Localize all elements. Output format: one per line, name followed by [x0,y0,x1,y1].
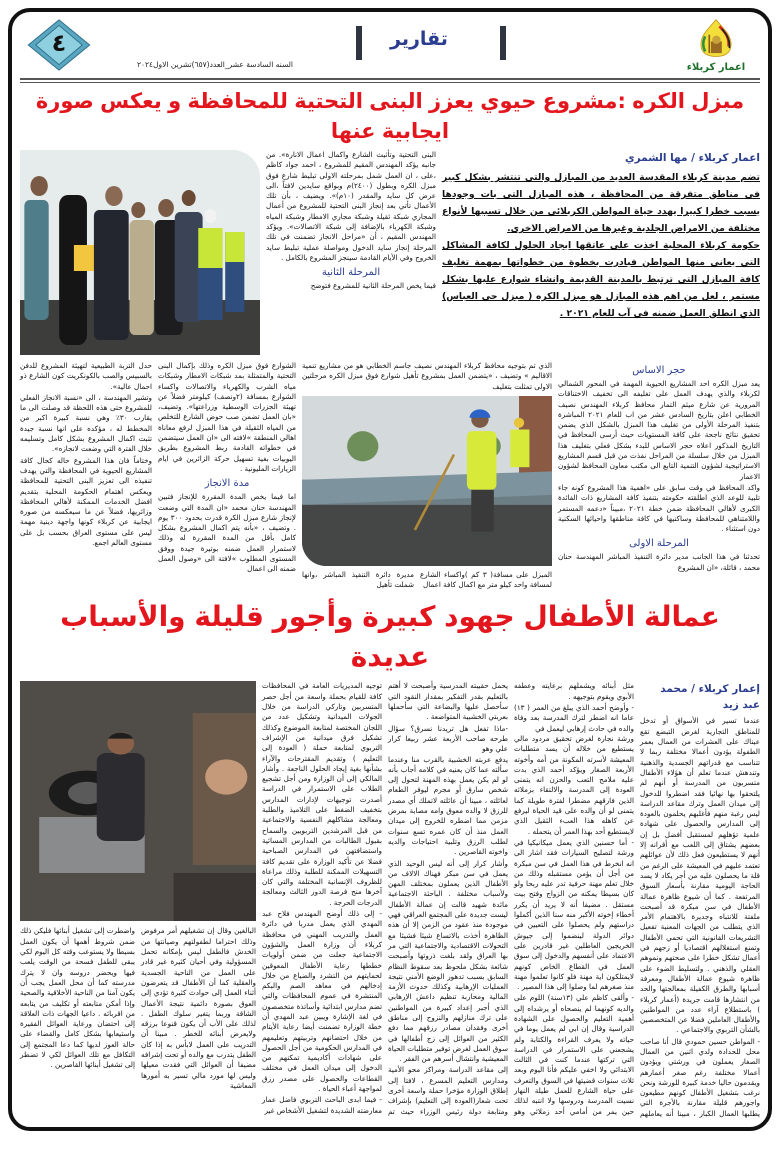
intro-paragraph: تضم مدينة كربلاء المقدسة العديد من المبازل والتي تنتشر بشكل كبير في مناطق متفرقة من المحافظة ، هذه المبازل التي بات وجودها يسبب خطرا كبيرا يهدد حياة المواطن الكربلائي من خلال تسببها لأنواع مختلفة من الامراض الجلدية وغيرها من الامراض الاخرى. [442,172,760,234]
section-divider-bar [356,26,362,60]
top-article-lower-row [20,361,760,591]
paragraph: يدفع عربته الخشبية بالقرب منا وعندما سألته عما كان يعنيه في كلامه أجاب بأنه لو لم يكن يعمل بهذه المهنة لتحول إلى شخص سارق أو مجرم ليوفر الطعام لعائلته ، مبينا أن عائلته لاتملك أي مصدر للرزق لا والده معوق وامه مصابة بمرض مزمن مما اضطره للخروج إلى ميدان العمل منذ أن كان عمره تسع سنوات لطلب الرزق وتلبية احتياجات والديه واخوته القاصرين . [388,754,508,857]
subheading: حجر الاساس [632,365,686,376]
paragraph: واضطرت إلى تشغيل أبنائها فليكن ذلك ضمن شروط أهمها أن يكون العمل بسيطا ولا يستوعب وقته كل اليوم لكي يبقى للطفل فسحة من الوقت يلعب فيها ويحضر دروسه وان لا يترك مدرسته كما أن محل العمل يجب أن يكون آمنا من الناحية الأخلاقية والصحية وإذا أمكن متابعته أو تكليف من يتابعه من اقربائه . داعيا الجهات ذات العلاقة إلى احتضان ورعاية العوائل الفقيرة واستيعابها بشكل كامل والقضاء على حالة العوز لديها كما دعا المجتمع إلى التكافل مع تلك العوائل لكي لا تضطر إلى تشغيل أبنائها القاصرين . [20,926,135,1070]
column-bottom-3 [388,755,508,1065]
road-worker-illustration [302,396,552,566]
page-number-badge [26,18,92,72]
paragraph: إلى مقاعد الدراسة ومراكز محو الأمية ومدارس التعليم المسرع ، لافتا إلى إطلاق الوزارة مؤخرا حملة واسعة أخرى تحت شعار(العودة إلى التعليم) بإشراف ومتابعة دولة رئيس الوزراء حيث تم توجيه المديريات العامة في المحافظات كافة للقيام بحملة واسعة من أجل حصر المتسربين وتاركي الدراسة من خلال الجولات الميدانية وتشكيل عدد من اللجان المختصة لمتابعة الموضوع وكذلك تشكيل فرق ميدانية من الإشراف التربوي لمتابعة حملة ( العودة إلى التعليم ) وتقديم المقترحات والآراء بشأنها بغية إيجاد الحلول الناجعة . وأشار المالكي إلى أن الوزارة ومن أجل تشجيع الطلاب على الاستمرار في الدراسة أصدرت توجيهات لإدارات المدارس بتخفيف الضغط على التلاميذ والطلبة ومعالجة مشاكلهم النفسية والاجتماعية من قبل المرشدين التربويين والسماح بقبول الطالبات من المدارس المسائية واستضافتهن في المدارس الصباحية فضلا عن تأكيد الوزارة على تقديم كافة التسهيلات الممكنة للطلبة وذلك مراعاة للظروف الإنسانية المختلفة والتي كان آخرها منح فرصة الدور الثالث ومعالجة الدرجات الحرجة . [262,681,508,1116]
column-left-caption [302,570,414,592]
top-headline: مبزل الكره :مشروع حيوي يعزز البنى التحتية للمحافظة و يعكس صورة ايجابية عنها [35,89,745,143]
issue-info: السنه السادسة عشر_العدد(٦٥٧)تشرين الاول٢٠٢٤ [136,60,294,69]
paragraph: يعد مبزل الكره احد المشاريع الحيوية المهمة في المحور الشمالي لكربلاء والذي يهدف العمل على تغليفه الى تخفيف الاختناقات المرورية عن شارع ميثم التمار محافظ كربلاء المهندس نصيف الخطابي اعلن بتاريخ السادس عشر من اب للعام ٢٠٢١ المباشرة بتنفيذ المرحلة الأولى من تغليف هذا المبزل بالشكل الذي يضمن تحقيق نتائج ناجحة على كافة المستويات حيث أرسى المحافظ في التاريخ المذكور اعلاه حجر الاساس للبدء بشكل فعلي بتغليف هذا المبزل من خلال سلسلة من المراحل نفذت من قبل قسم المشاريع الاستراتيجية لشؤون التنمية التابع الى مكتب معاون المحافظ لشؤون الاعمار [558,379,760,481]
paragraph: عندما تسير في الأسواق أو تدخل للمناطق التجارية لغرض التبضع تقع عيناك على العشرات من العمال بعمر الطفولة يؤدون أعمالا مختلفة ربما لا تتناسب مع قدراتهم الجسدية والذهنية وتندهش عندما تعلم أن هؤلاء الأطفال متسربون من المدرسة أو أنهم لم يلتحقوا بها نهائيا فقد اضطروا للدخول إلى ميدان العمل وترك مقاعد الدراسة ليس رغبة منهم فأغلبهم يحلمون بالعودة إلى المدارس والحصول على شهادة علمية تؤهلهم لمستقبل أفضل بل إن بعضهم يشتاق إلى اللعب مع أقرانه إلا أنهم لا يستطيعون فعل ذلك لأن عوائلهم تعتمد عليهم في المعيشة على الرغم من قلة ما يحصلون عليه من أجر يكاد لا يسد الحاجة اليومية مقارنة بأسعار السوق المرتفعة . كما أن شيوع ظاهرة عمالة الأطفال في سن مبكرة قد أصبحت ملفتة للانتباه وجديرة بالاهتمام الأمر الذي يتطلب من الجهات المعنية تفعيل التشريعات القانونية التي تحمي الأطفال وتمنع استغلالهم اقتصاديا أو زجهم في أعمال تشكل خطرا على صحتهم ونموهم العقلي والذهني . ولتسليط الضوء على ظاهرة شيوع عمالة الأطفال ومعرفة أسبابها والطرق الكفيلة بمعالجتها والحد من انتشارها قامت جريدة (أعمار كربلاء ) باستطلاع آراء عدد من المواطنين والأطفال العاملين فضلا عن المتخصصين بالشأن التربوي والاجتماعي . [640,716,760,1035]
paragraph: - وأوضح أحمد الذي يبلغ من العمر ( ١٣) عاما انه اضطر لترك المدرسة بعد وفاة والده في حادث إرهابي ليعمل في [514,703,634,733]
bottom-headline: عمالة الأطفال جهود كبيرة وأجور قليلة والأسباب عديدة [60,600,720,674]
top-intro [442,169,760,322]
photo-caption-row [302,570,552,592]
header-rule [20,78,760,80]
bottom-article-row [20,681,760,1119]
paragraph: - إلى ذلك أوضح المهندس فلاح عبد المهدي الذي يعمل مدربا في دائرة العمل والتدريب المهني في محافظة كربلاء أن وزارة العمل والشؤون الاجتماعية جعلت من ضمن أولويات خططها رعاية الأطفال المعوقين لحمايتهم من التشرد والضياع من خلال إدخالهم في معاهد الصم والبكم المنتشرة في عموم المحافظات والتي تضم مدارس ابتدائية وأساتذة متخصصون في لغة الإشارة ويبين عبد المهدي أن خطة الوزارة تضمنت أيضا رعاية الأيتام من خلال احتضانهم وتربيتهم وتعليمهم في المدارس الحكومية من أجل الحصول على شهادات أكاديمية تمكنهم من الدخول إلى ميدان العمل في مختلف القطاعات والحصول على مصدر رزق لمواجهة أعباء الحياة . [262,909,382,1094]
paragraph: اما فيما يخص المدة المقررة للإنجاز فتبين المهندسة حنان محمد «ان المدة التي وضعت لإنجاز شارع مبزل الكرة قدرت بحدود ٣٠٠ يوم . وتضيف ، «بأنه يتم اكمال المشروع بشكل كامل بأقل من المدة المقررة له وذلك لاستمرار العمل ضمنه بوتيرة جيدة ووفق المستوى المطلوب »لافتة الى «وصول العمل ضمنه الى اعمال [158,492,296,574]
logo-text: اعمار كربلاء [686,62,746,73]
paragraph: فيما يخص المرحلة الثانية للمشروع فتوضح [310,281,436,291]
subheading: المرحلة الثانية [321,267,381,279]
paragraph: - وألقى كاظم علي (١٣سنة) اللوم على والديه كونهما لم ينصحاه أو يرشداه إلى أهمية التعليم والحصول على الشهادة الدراسية وقال إن ابي لم يعمل يوما في حياته ولا يعرف القراءة والكتابة ولم يشجعني على الاستمرار في الدراسة التي تركتها عندما كنت في الثالث الابتدائي ولا اخفي عليكم فأنا اليوم وبعد ثلاث سنوات قضيتها في السوق والتعرف على حياة الشارع للعمل طيلة النهار نسيت المدرسة ودروسها ولا انتبه لذلك حين يمر من أمامي أحد زملائي وهو يحمل حقيبته المدرسية وأصبحت لا أهتم بالتعليم بقدر التفكير بمقدار النقود التي سأحصل عليها والبضاعة التي سأحملها بعربتي الخشبية المتواضعة . [388,681,634,1116]
column-center-left [158,361,296,576]
intro-paragraph: حكومة كربلاء المحلية اخذت على عاتقها ايجاد الحلول لكافة المشاكل التي يعاني منها المواطن فبادرت بخطوة من خطواتها بمهمة تغليف كافة المبازل التي ترتبط بالمدينة القديمة وانشاء شوارع عليها بشكل مستمر ، لعل من اهم هذه المبازل هو مبزل الكره ( مبزل حي العباس) الذي انطلق العمل ضمنه في آب للعام ٢٠٢١ . [442,240,760,319]
column-far-left [20,361,152,549]
road-paving-photo [302,396,552,566]
column-bottom-6 [20,926,135,1070]
column-middle-top [302,361,552,392]
bottom-left-block [20,681,256,1091]
paragraph: البالغين وقال إن تشغيلهم أمر مرفوض وذلك احتراما لطفولتهم وصيانتها من الخدش فالطفل ليس بإمكانه تحمل المسؤولية وفي أحيان كثيرة غير قادر على العمل من الناحية الجسدية والعقلية كما أن الأطفال قد يتعرضون أثناء العمل إلى حوادث كثيرة تؤدي إلى العوق بصورة دائمية نتيجة الأعمال الشاقة وربما يتغير سلوك الطفل . لذلك على الأب أن يكون قنوعا برزقه ولايعرض أبنائه للخطر . مبينا أن التدريب على العمل لابأس به إذا كان الطفل يتدرب مع والده أو تحت إشرافه مضيفا أن العوائل التي فقدت معيلها وليس لها مورد مالي تسير به أمورها المعاشية [141,926,256,1090]
child-worker-illustration [20,681,256,921]
paragraph: مديرة دائرة التنفيذ المباشر ،وانها شملت تأهيل [302,569,414,590]
masthead [20,18,760,76]
under-photo-columns [20,926,256,1091]
top-middle-block [302,361,552,591]
paragraph: -ماذا تفعل هل تريدنا نسرق؟ سؤال طرحه صاحب الأربعة عشر ربيعا كرار علي وهو [388,723,508,754]
paragraph: واكد المحافظ في وقت سابق على «اهمية هذا المشروع كونه جاء تلبية للوعد الذي اطلقته حكومته بتنفيذ كافة المشاريع ذات الفائدة الكبرى لأهالي المحافظة ضمن خطة ٢٠٢١ ،مبيناً «دعمه المستمر واللامتناهي للمحافظة وساكنيها في كافة مناطقها واحيائها السكنية دون استثناء . [558,482,760,534]
paragraph: البنى التحتية وتأثيث الشارع واكمال اعمال الانارة». من جانبه يؤكد المهندس المقيم للمشروع ، احمد جواد كاظم ،على ، ان العمل شمل بمرحلته الاولى تبليط شارع فوق مبزل الكره وبطول (٢٤٠٠)م وبواقع سايدين لافتاً ،الى عرض كل سايد والمقدر (١٠م)». ويضيف ، بأن تلك الأعمال تأتي بعد إنجاز البنى التحتية للمشروع من أعمال المجاري شبكة ثقيلة وشبكة مجاري الامطار وشبكة المياه وشبكة الكهرباء بالإضافة إلى شبكة الاتصالات». ويؤكد المهندس المقيم ، أن «مراحل الانجاز تضمنت في تلك المرحلة إنجاز سايد الدخول ومواصلة عملية تبليط سايد الخروج وفي الأيام القادمة سينجز المشروع بالكامل . [266,150,436,262]
paragraph: - المواطن حسين حمودي قال أنا صاحب محل للحدادة ولدي اثنين من العمال الصغار يعملون في ورشتي ويؤدون أعمالا مختلفة رغم صغر أعمارهم ويقدمون حاليا خدمة كبيرة للورشة ونحن نرغب بتشغيل الأطفال كونهم مطيعون واجورهم قليلة مقارنة بالأجرة التي يطلبها العمال الكبار ، مبينا أنه يعاملهم مثل أبنائه ويشملهم برعايته وعطفه الأبوي ويقوم بتوجيهه . [514,681,760,1118]
column-right [558,361,760,574]
people-group-illustration [20,150,260,355]
paragraph: وختاماً فان هذا المشروع حاله كحال كافة المشاريع الحيوية في المحافظة والتي يهدف تنفيذه الى تعزيز البنى التحتية للمحافظة ويعكس اهتمام الحكومة المحلية بتقديم افضل الخدمات الممكنة لأهالي المحافظة وزائريها، فضلاً عن ما سيعكسه من صورة ايجابية عن كربلاء كونها واجهة دينية مهمة ليس على مستوى العراق بحسب بل على مستوى العالم اجمع. [20,455,152,548]
bottom-byline: إعمار كربلاء / محمد عبد زيد [660,683,760,712]
paragraph: تحدثنا في هذا الجانب مدير دائرة التنفيذ المباشر المهندسة حنان محمد ، قائلة، «ان المشروع [558,552,760,572]
paragraph: حدل التربة الطبيعية لتهيئة المشروع للدفن بالسبيس والصب بالكونكريت كون الشارع ذو احمال عالية». [20,361,152,391]
newspaper-logo [676,18,756,64]
subheading: مدة الانجاز [204,478,250,490]
paragraph: - أما حسنين الذي يعمل ميكانيكيا في ورشة لتصليح السيارات فقد اشار الى انه انخرط في هذا العمل في سن مبكرة من أجل أن يؤمن مستقبله وذلك من خلال تعلم مهنة حرفية تدر عليه ربحا ولو كان بسيطا يمكنه من الزواج وفتح بيت مستقل . مضيفا أنه لا يريد أن يكرر أخطاء إخوته الأكبر منه سنا الذين أكملوا دراستهم ولم يحصلوا على التعيين في دوائر الدولة لينضموا إلى جيوش الخريجين العاطلين غير قادرين على الاعتماد على أنفسهم والدخول إلى سوق العمل في القطاع الخاص كونهم لايمتلكون اية مهنة فلو كانوا تعلموا مهنة منذ صغرهم لما وصلوا إلى هذا المصير . [514,837,634,992]
column-bottom-5 [141,926,256,1091]
section-title: تقارير [390,28,448,50]
paragraph: وتشير المهندسة ، الى «نسبة الانجاز الفعلي للمشروع حتى هذه اللحظة قد وصلت الى ما يقارب ٣٠٪ وهي نسبة كبيرة اكبر من المخطط له ، مؤكده على انها نسبة جيدة تثبت اكمال المشروع بشكل كامل وتسليمه خلال الفترة التي وضعت لانجازه». [20,392,152,454]
column-left-top [266,150,436,293]
paragraph: ورشة نجارة لغرض تحقيق مردود مالي يستطيع من خلاله أن يسد متطلبات المعيشة لأسرته المكونة من أمه وأخوته الأربعة الصغار ويؤكد أحمد الذي بدت عليه ملامح التعب والحزن انه يتمنى العودة إلى المدرسة والالتقاء بزملائه الذين فارقهم مضطرا لفترة طويلة كما يتمنى لو أن والده على قيد الحياة ليرفع عن كاهله هذا العبء الثقيل الذي لايستطيع أحد بهذا العمر أن يتحمله . [514,733,634,836]
paragraph: الشوارع فوق مبزل الكره وذلك بإكمال البنى التحتية والمتمثلة بمد شبكات الامطار وشبكات مياه الشرب والكهرباء والاتصالات واكساء الشوارع بمسافة (٢ونصف) كيلومتر فضلاً عن تهيئة الجزرات الوسطية وزراعتها». وتضيف، «بان العمل تضمن صب حوض الشارع للتخلص من المياه الثقيلة في هذا المبزل لرفع معاناة اهالي المنطقة »لافته الى «ان العمل سيتضمن في خطواته القادمة ربط المشروع بطريق اليوبيات بغية تسهيل حركة الزائرين في ايام الزيارات المليونية . [158,361,296,473]
subheading: المرحلة الاولى [629,538,689,550]
paragraph: الذي تم بتوجيه محافظ كربلاء المهندس نصيف جاسم الخطابي هو من مشاريع تنمية الاقاليم » وتضيف ، «يتضمن العمل بمشروع تأهيل شوارع فوق مبزل الكره مرحلتين الاولى تمثلت بتغليف [302,361,552,391]
page-frame [8,8,772,1131]
top-intro-block [442,150,760,322]
header-rule [20,82,760,83]
top-byline: اعمار كربلاء / مها الشمري [625,152,760,164]
top-article-upper-row [20,150,760,355]
column-middle-bottom [420,570,552,592]
section-divider-bar [500,26,506,60]
paragraph: وأشار كرار إلى أنه ليس الوحيد الذي يعمل في سن مبكر فهناك الالاف من الأطفال الذين يعملون بمختلف المهن ولأسباب مختلفة . الباحثة الاجتماعية مائدة شهيد قالت إن عمالة الأطفال ليست جديدة على المجتمع العراقي فهي موجودة منذ عقود من الزمن إلا أن هذه الظاهرة أخذت بالاتساع شيئا فشيئا مع التحولات الاقتصادية والاجتماعية التي مر بها العراق ولقد بلغت ذروتها وأصبحت شائعة بشكل ملحوظ بعد سقوط النظام السابق بسبب تدهور الوضع الأمني نتيجة العمليات الإرهابية وكذلك حدوث الأزمة المالية ومحاربة تنظيم داعش الإرهابي الذي أجبر إعداد كبيرة من المواطنين على ترك منازلهم والنزوح إلى مناطق أخرى وفقدان مصادر رزقهم مما دفع الكثير من العوائل إلى زج أطفالها في سوق العمل لغرض توفير متطلبات الحياة المعيشية وانتشال أسرهم من الفقر . [388,858,508,1064]
child-labor-photo [20,681,256,921]
shrine-flame-icon [676,18,756,64]
officials-site-visit-photo [20,150,260,355]
page-number: ٤ [51,29,67,57]
paragraph: - فيما ابدى الباحث التربوي فاضل عمار معارضته الشديدة لتشغيل الأشخاص غير [262,1095,382,1115]
bottom-text-columns [262,681,760,1119]
paragraph: المبزل على مسافة( ٣ كم )واكساء الشارع لمسافة واحد كيلو متر مع اكمال كافة اعمال [420,569,552,590]
